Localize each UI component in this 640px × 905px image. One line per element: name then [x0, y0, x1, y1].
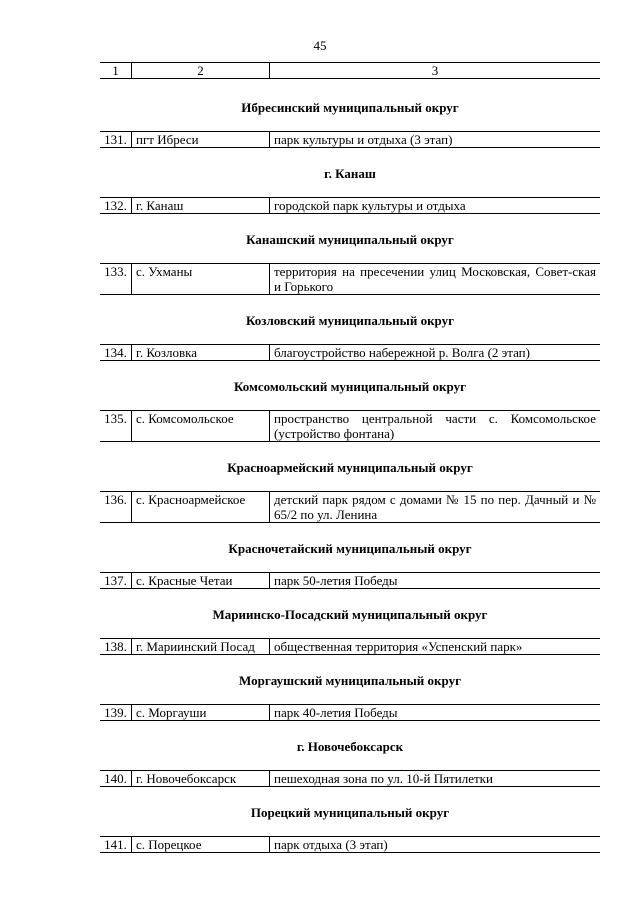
section-title: Моргаушский муниципальный округ: [239, 673, 461, 688]
row-place: с. Красноармейское: [132, 492, 270, 522]
row-place: пгт Ибреси: [132, 132, 270, 147]
section-title: Комсомольский муниципальный округ: [233, 379, 466, 394]
row-object: городской парк культуры и отдыха: [274, 198, 466, 213]
row-number: 137.: [100, 573, 132, 588]
row-object: пространство центральной части с. Комсомольское (устройство фонтана): [274, 411, 596, 441]
row-number: 134.: [100, 345, 132, 360]
row-object: парк 50-летия Победы: [274, 573, 398, 588]
row-object: парк 40-летия Победы: [274, 705, 398, 720]
page-number: 45: [313, 38, 327, 53]
table-row: [100, 197, 600, 214]
row-object: территория на пресечении улиц Московская, Совет-ская и Горького: [274, 264, 596, 294]
section-title: Козловский муниципальный округ: [245, 313, 455, 328]
table-row: [100, 491, 600, 523]
row-place: г. Козловка: [132, 345, 270, 360]
section-title: Красночетайский муниципальный округ: [228, 541, 472, 556]
header-col-1: 1: [100, 63, 132, 78]
header-col-3: 3: [431, 63, 439, 78]
row-place: с. Порецкое: [132, 837, 270, 852]
row-place: с. Моргауши: [132, 705, 270, 720]
row-number: 139.: [100, 705, 132, 720]
table-row: [100, 770, 600, 787]
table-header-row: [100, 62, 600, 79]
table-row: [100, 704, 600, 721]
row-place: г. Новочебоксарск: [132, 771, 270, 786]
row-object: парк отдыха (3 этап): [274, 837, 388, 852]
table-row: [100, 836, 600, 853]
row-number: 141.: [100, 837, 132, 852]
section-title: Красноармейский муниципальный округ: [227, 460, 473, 475]
section-title: г. Новочебоксарск: [296, 739, 404, 754]
row-place: г. Канаш: [132, 198, 270, 213]
row-number: 135.: [100, 411, 132, 441]
row-place: с. Красные Четаи: [132, 573, 270, 588]
table-row: [100, 410, 600, 442]
row-number: 133.: [100, 264, 132, 294]
table-row: [100, 638, 600, 655]
row-number: 132.: [100, 198, 132, 213]
row-place: с. Комсомольское: [132, 411, 270, 441]
section-title: Порецкий муниципальный округ: [250, 805, 450, 820]
row-number: 131.: [100, 132, 132, 147]
row-number: 136.: [100, 492, 132, 522]
table-row: [100, 344, 600, 361]
header-col-2: 2: [132, 63, 270, 78]
row-object: пешеходная зона по ул. 10-й Пятилетки: [274, 771, 493, 786]
document-table: [100, 62, 600, 853]
section-title: Мариинско-Посадский муниципальный округ: [212, 607, 488, 622]
row-number: 140.: [100, 771, 132, 786]
table-row: [100, 572, 600, 589]
section-title: Ибресинский муниципальный округ: [241, 100, 459, 115]
row-object: парк культуры и отдыха (3 этап): [274, 132, 453, 147]
row-object: детский парк рядом с домами № 15 по пер. Дачный и № 65/2 по ул. Ленина: [274, 492, 596, 522]
sections-container: [100, 98, 600, 853]
row-object: общественная территория «Успенский парк»: [274, 639, 523, 654]
row-number: 138.: [100, 639, 132, 654]
section-title: Канашский муниципальный округ: [246, 232, 454, 247]
row-object: благоустройство набережной р. Волга (2 этап): [274, 345, 530, 360]
row-place: г. Мариинский Посад: [132, 639, 270, 654]
section-title: г. Канаш: [324, 166, 376, 181]
table-row: [100, 263, 600, 295]
row-place: с. Ухманы: [132, 264, 270, 294]
table-row: [100, 131, 600, 148]
